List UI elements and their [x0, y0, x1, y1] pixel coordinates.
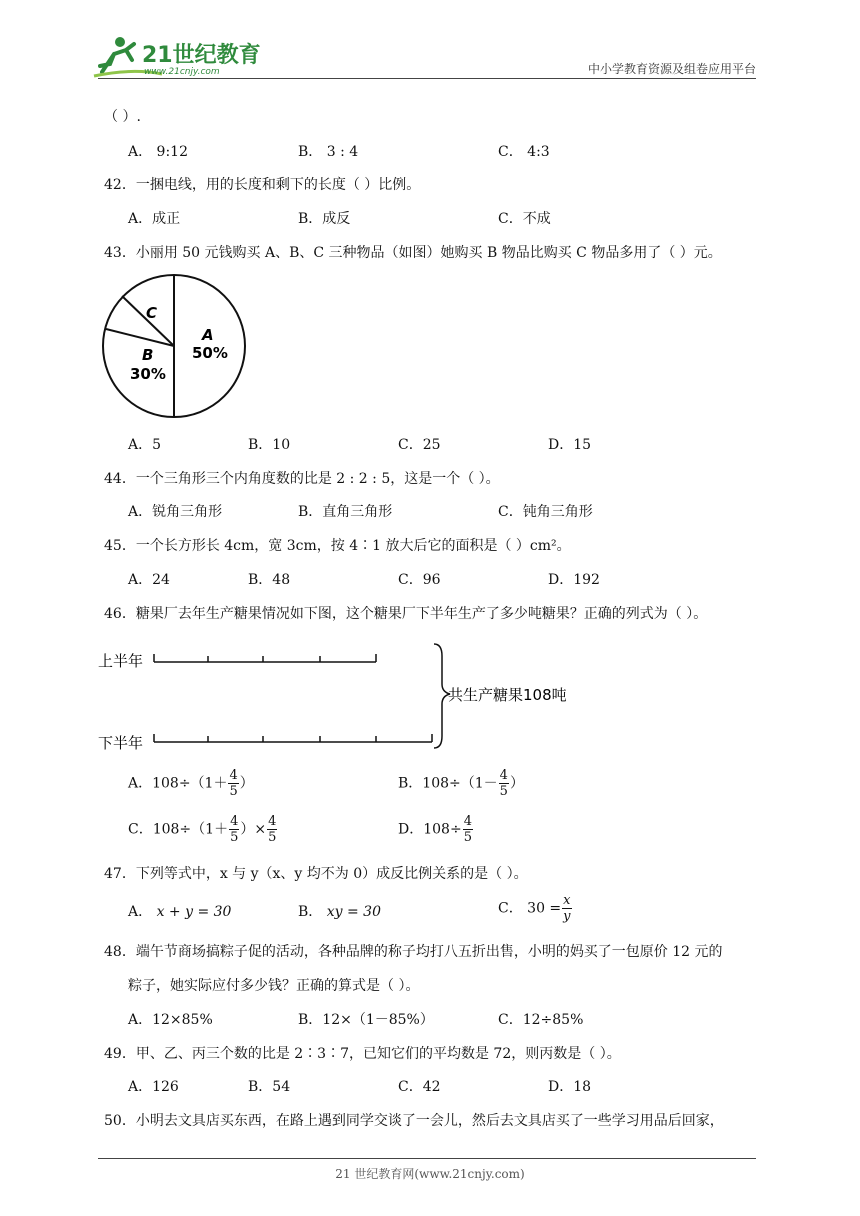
q47-option-c[interactable]	[498, 893, 573, 924]
numerator: 4	[268, 814, 277, 829]
denominator: 5	[230, 830, 239, 845]
q46-a-post: ）	[239, 775, 254, 792]
q46-d-pre: D．108÷	[398, 821, 462, 838]
q47-b-expr: xy = 30	[326, 904, 381, 920]
q47-a-label: A．	[128, 904, 153, 920]
q41-continuation: （ ）.	[104, 109, 141, 125]
q45-option-a[interactable]: A．24	[128, 572, 170, 588]
q42-option-c[interactable]: C．不成	[498, 211, 551, 227]
numerator: 4	[230, 814, 239, 829]
q46-b-post: ）	[509, 775, 524, 792]
q48-option-b[interactable]: B．12×（1－85%）	[298, 1012, 434, 1028]
q49-option-d[interactable]: D．18	[548, 1079, 592, 1095]
q41-option-b[interactable]: B． 3 : 4	[298, 144, 359, 160]
q46-c-mid: ）×	[240, 821, 267, 838]
q46-b-pre: B．108÷（1－	[398, 775, 498, 792]
q46-c-fraction-1	[229, 814, 239, 845]
q44-option-a[interactable]: A．锐角三角形	[128, 504, 223, 520]
q41-option-c[interactable]: C． 4:3	[498, 144, 550, 160]
q47-c-pre: 30 =	[527, 900, 562, 917]
q45-text: 45．一个长方形长 4cm，宽 3cm，按 4∶1 放大后它的面积是（ ）cm²。	[104, 538, 571, 554]
q43-option-b[interactable]: B．10	[248, 437, 291, 453]
q46-option-b[interactable]	[398, 768, 524, 799]
q41-option-a[interactable]: A． 9:12	[128, 144, 188, 160]
q44-text: 44．一个三角形三个内角度数的比是 2 : 2 : 5，这是一个（ ）。	[104, 471, 500, 487]
q46-option-c[interactable]	[128, 814, 278, 845]
q49-option-a[interactable]: A．126	[128, 1079, 179, 1095]
q44-option-b[interactable]: B．直角三角形	[298, 504, 393, 520]
diagram-top-label: 上半年	[98, 652, 144, 670]
numerator: 4	[229, 768, 238, 783]
q46-option-d[interactable]	[398, 814, 474, 845]
q49-option-b[interactable]: B．54	[248, 1079, 291, 1095]
q46-text: 46．糖果厂去年生产糖果情况如下图，这个糖果厂下半年生产了多少吨糖果？正确的列式为（ ）。	[104, 606, 708, 622]
denominator: 5	[229, 784, 238, 799]
top-segment-bar	[154, 654, 376, 662]
q47-option-b[interactable]	[298, 901, 381, 921]
site-logo	[92, 32, 262, 80]
q43-option-c[interactable]: C．25	[398, 437, 441, 453]
q42-option-a[interactable]: A．成正	[128, 211, 181, 227]
q46-b-fraction	[499, 768, 509, 799]
q47-a-expr: x + y = 30	[156, 904, 232, 920]
footer-divider	[98, 1158, 756, 1159]
q47-option-a[interactable]	[128, 901, 231, 921]
bottom-segment-bar	[154, 734, 432, 742]
q43-option-a[interactable]: A．5	[128, 437, 162, 453]
q48-line-1: 48．端午节商场搞粽子促的活动，各种品牌的称子均打八五折出售，小明的妈买了一包原价 12 元的	[104, 944, 723, 960]
q46-a-pre: A．108÷（1＋	[128, 775, 228, 792]
diagram-total-label: 共生产糖果108吨	[448, 686, 567, 704]
denominator: 5	[499, 784, 508, 799]
q47-c-fraction	[562, 893, 571, 924]
logo-url: www.21cnjy.com	[144, 67, 220, 77]
q47-text: 47．下列等式中，x 与 y（x、y 均不为 0）成反比例关系的是（ ）。	[104, 866, 528, 882]
q42-option-b[interactable]: B．成反	[298, 211, 351, 227]
q43-text: 43．小丽用 50 元钱购买 A、B、C 三种物品（如图）她购买 B 物品比购买 C 物品多用了（ ）元。	[104, 245, 722, 261]
q46-c-pre: C．108÷（1＋	[128, 821, 229, 838]
q48-line-2: 粽子，她实际应付多少钱？正确的算式是（ ）。	[128, 978, 420, 994]
numerator: x	[563, 893, 571, 908]
pie-label-a: A	[202, 326, 214, 344]
header-platform-text: 中小学教育资源及组卷应用平台	[587, 62, 756, 76]
q42-text: 42．一捆电线，用的长度和剩下的长度（ ）比例。	[104, 177, 421, 193]
pie-pct-a: 50%	[192, 344, 228, 362]
denominator: y	[563, 909, 571, 924]
q43-option-d[interactable]: D．15	[548, 437, 592, 453]
q47-c-label: C．	[498, 900, 523, 917]
footer-text[interactable]: 21 世纪教育网(www.21cnjy.com)	[335, 1167, 525, 1181]
logo-text: 21世纪教育	[142, 43, 261, 68]
pie-label-c: C	[146, 304, 158, 322]
q46-line-diagram	[98, 640, 578, 760]
q47-b-label: B．	[298, 904, 323, 920]
q48-option-a[interactable]: A．12×85%	[128, 1012, 213, 1028]
denominator: 5	[268, 830, 277, 845]
q43-pie-chart	[100, 272, 250, 422]
q45-option-d[interactable]: D．192	[548, 572, 600, 588]
q46-c-fraction-2	[267, 814, 277, 845]
q49-option-c[interactable]: C．42	[398, 1079, 441, 1095]
denominator: 5	[463, 830, 472, 845]
q45-option-b[interactable]: B．48	[248, 572, 291, 588]
q46-a-fraction	[228, 768, 238, 799]
pie-pct-b: 30%	[130, 365, 166, 383]
diagram-bottom-label: 下半年	[98, 734, 144, 752]
header-divider	[98, 78, 756, 79]
q50-text: 50．小明去文具店买东西，在路上遇到同学交谈了一会儿，然后去文具店买了一些学习用品后回家，	[104, 1113, 724, 1129]
q45-option-c[interactable]: C．96	[398, 572, 441, 588]
numerator: 4	[463, 814, 472, 829]
q48-option-c[interactable]: C．12÷85%	[498, 1012, 584, 1028]
q46-d-fraction	[463, 814, 473, 845]
pie-label-b: B	[142, 346, 154, 364]
q46-option-a[interactable]	[128, 768, 254, 799]
q44-option-c[interactable]: C．钝角三角形	[498, 504, 593, 520]
numerator: 4	[499, 768, 508, 783]
q49-text: 49．甲、乙、丙三个数的比是 2∶3∶7，已知它们的平均数是 72，则丙数是（ ）。	[104, 1046, 621, 1062]
